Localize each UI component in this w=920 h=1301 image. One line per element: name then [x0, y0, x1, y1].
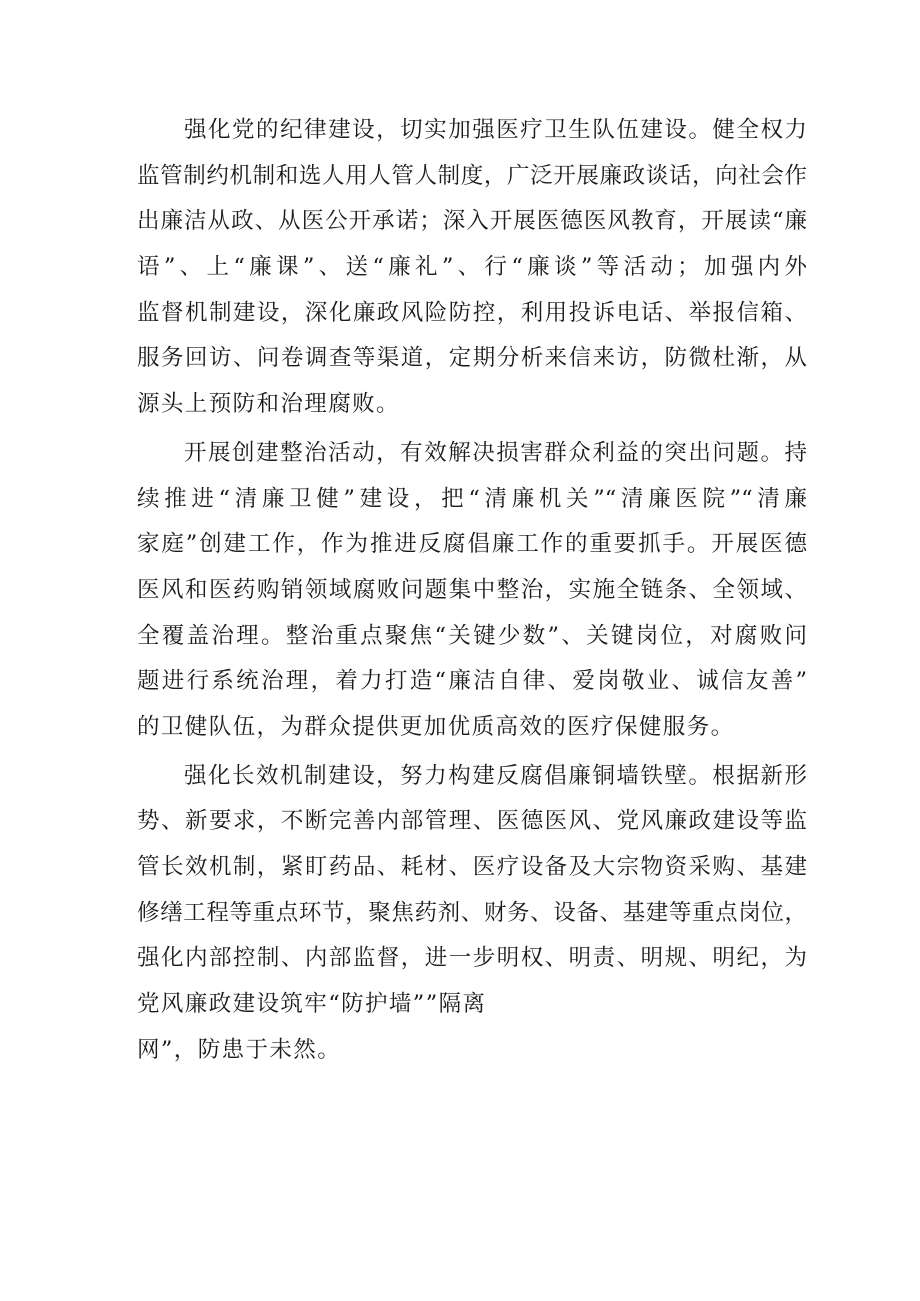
- paragraph-1: [137, 108, 807, 428]
- paragraph-line: 源头上预防和治理腐败。: [137, 391, 400, 418]
- document-body: [137, 108, 807, 1073]
- paragraph-2: [137, 431, 807, 751]
- paragraph-line: 出廉洁从政、从医公开承诺；深入开展医德医风教育，开展读“廉: [137, 208, 807, 235]
- paragraph-line: 网”，防患于未然。: [137, 1036, 342, 1063]
- paragraph-line: 服务回访、问卷调查等渠道，定期分析来信来访，防微杜渐，从: [137, 345, 807, 372]
- paragraph-line: 全覆盖治理。整治重点聚焦“关键少数”、关键岗位，对腐败问: [137, 622, 807, 649]
- paragraph-line: 管长效机制，紧盯药品、耗材、医疗设备及大宗物资采购、基建: [137, 854, 807, 880]
- paragraph-line: 语”、上“廉课”、送“廉礼”、行“廉谈”等活动；加强内外: [137, 254, 807, 281]
- paragraph-3: [137, 754, 807, 1074]
- paragraph-line: 势、新要求，不断完善内部管理、医德医风、党风廉政建设等监: [137, 808, 807, 835]
- paragraph-line: 强化党的纪律建设，切实加强医疗卫生队伍建设。健全权力: [184, 117, 807, 143]
- paragraph-line: 强化内部控制、内部监督，进一步明权、明责、明规、明纪，为: [137, 945, 807, 972]
- paragraph-line: 题进行系统治理，着力打造“廉洁自律、爱岗敬业、诚信友善”: [137, 668, 807, 695]
- paragraph-line: 监管制约机制和选人用人管人制度，广泛开展廉政谈话，向社会作: [137, 162, 807, 189]
- paragraph-line: 强化长效机制建设，努力构建反腐倡廉铜墙铁壁。根据新形: [184, 762, 807, 789]
- paragraph-line: 开展创建整治活动，有效解决损害群众利益的突出问题。持: [184, 439, 807, 466]
- paragraph-line: 党风廉政建设筑牢“防护墙””隔离: [137, 991, 487, 1018]
- paragraph-line: 医风和医药购销领域腐败问题集中整治，实施全链条、全领域、: [137, 576, 807, 603]
- paragraph-line: 续推进“清廉卫健”建设，把“清廉机关”“清廉医院”“清廉: [137, 485, 807, 512]
- paragraph-line: 修缮工程等重点环节，聚焦药剂、财务、设备、基建等重点岗位，: [137, 899, 807, 926]
- paragraph-line: 的卫健队伍，为群众提供更加优质高效的医疗保健服务。: [137, 713, 735, 740]
- paragraph-line: 家庭”创建工作，作为推进反腐倡廉工作的重要抓手。开展医德: [137, 531, 807, 558]
- paragraph-line: 监督机制建设，深化廉政风险防控，利用投诉电话、举报信箱、: [137, 299, 807, 326]
